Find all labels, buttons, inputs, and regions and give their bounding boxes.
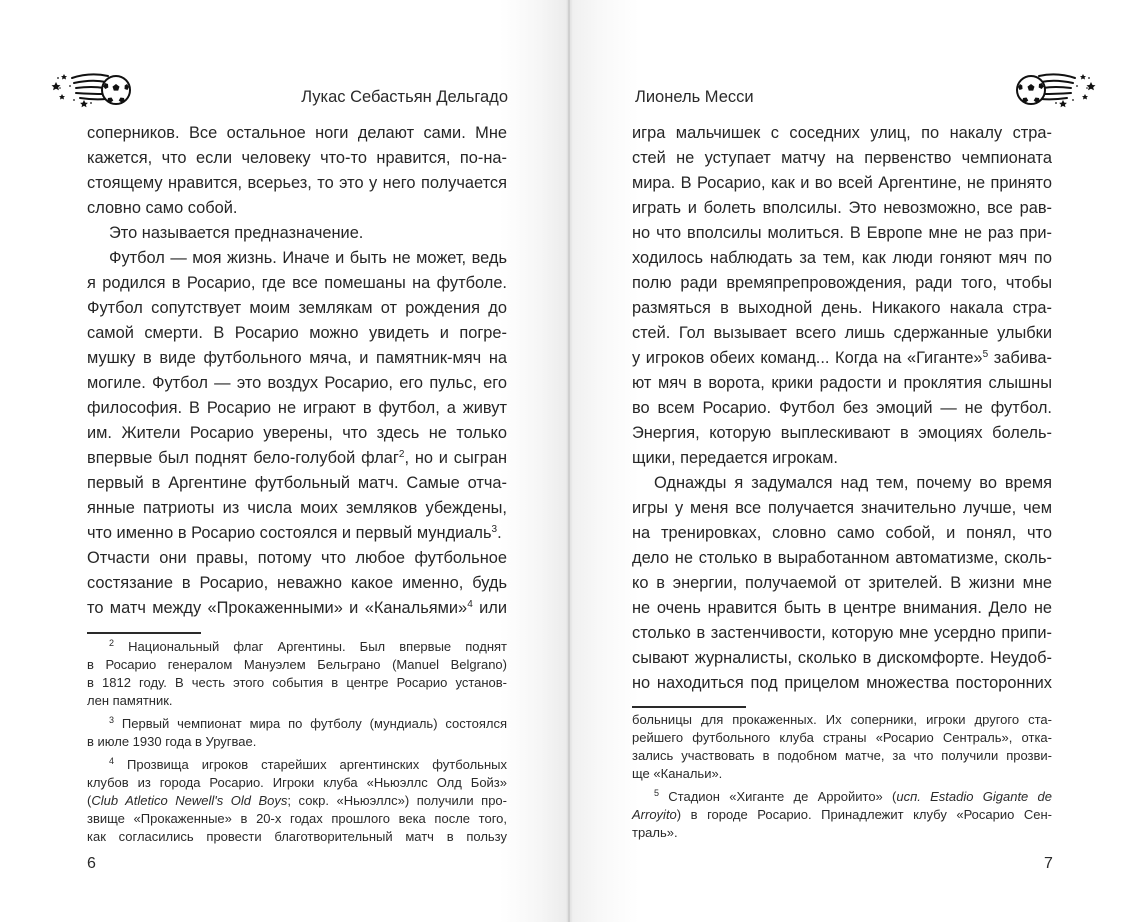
footnote-rule [632, 706, 746, 708]
footnote-rule [87, 632, 201, 634]
text-line: но находиться под прицелом множества посторонних [632, 674, 1052, 692]
text-line: мушку в виде футбольного мяча, и памятник-мяч на [87, 349, 507, 367]
text-line: янные патриоты из числа моих земляков убеждены, [87, 499, 507, 517]
text-line: кажется, что если человеку что-то нравится, по-на- [87, 149, 507, 167]
text-line: размяться в выходной день. Никакого накала стра- [632, 299, 1052, 317]
text-line: состязание в Росарио, неважно какое именно, будь [87, 574, 507, 592]
text-line [632, 346, 1052, 371]
italic-stadium-name: Arroyito [632, 807, 677, 822]
text-span: ; сокр. «Ньюэллс») получили про- [287, 793, 507, 808]
footnote-mark: 4 [109, 756, 115, 766]
text-line: столько в застенчивости, которую мне усердно припи- [632, 624, 1052, 642]
footnote-line [632, 788, 1052, 806]
footnote-line: ще «Канальи». [632, 766, 723, 781]
text-line: на тренировках, словно само собой, и понял, что [632, 524, 1052, 542]
footnote-ref-3[interactable]: 3 [491, 524, 498, 535]
footnote-ref-2[interactable]: 2 [398, 449, 405, 460]
text-span: то матч между «Прокаженными» и «Канальями» [87, 599, 468, 617]
text-line: щики, передается игрокам. [632, 449, 838, 467]
footnote-line: траль». [632, 825, 678, 840]
page-number: 6 [87, 855, 96, 872]
text-span: Национальный флаг Аргентины. Был впервые поднят [128, 639, 507, 654]
text-line: полю ради времяпрепровождения, ради того, чтобы [632, 274, 1052, 292]
text-line: Это называется предназначение. [109, 224, 364, 242]
text-span: . [497, 524, 502, 542]
text-line: самой смерти. В Росарио можно увидеть и погре- [87, 324, 507, 342]
italic-club-name: Club Atletico Newell's Old Boys [91, 793, 288, 808]
text-span: Стадион «Хиганте де Арройито» ( [668, 789, 897, 804]
text-line: стей не уступает матчу на первенство чемпионата [632, 149, 1052, 167]
footnote-line [87, 756, 507, 774]
text-line: Футбол — моя жизнь. Иначе и быть не может, ведь [109, 249, 507, 267]
text-line: во всем Росарио. Футбол без эмоций — не футбол. [632, 399, 1052, 417]
text-line: словно само собой. [87, 199, 238, 217]
footnote-mark: 2 [109, 638, 115, 648]
left-body-text [87, 121, 507, 621]
footnote-line [632, 806, 1052, 824]
text-line: могиле. Футбол — это воздух Росарио, его пульс, его [87, 374, 507, 392]
footnote-line: как согласились провести благотворительный матч в пользу [87, 829, 507, 844]
footnote-line [87, 792, 507, 810]
text-span: ) в городе Росарио. Принадлежит клубу «Росарио Сен- [676, 807, 1052, 822]
footnote-ref-5[interactable]: 5 [982, 349, 989, 360]
text-line: играть и болеть вполсилы. Это невозможно, все рав- [632, 199, 1052, 217]
text-span: что именно в Росарио состоялся и первый мундиаль [87, 524, 492, 542]
text-span: Первый чемпионат мира по футболу (мундиаль) состоялся [121, 716, 507, 731]
left-page [0, 0, 569, 922]
footnote-3 [87, 715, 507, 751]
left-footnotes [87, 638, 507, 851]
text-line: я родился в Росарио, где все помешаны на футболе. [87, 274, 507, 292]
footnote-line: зались участвовать в подобном матче, за что получили прозви- [632, 748, 1052, 763]
text-line: Отчасти они правы, потому что любое футбольное [87, 549, 507, 567]
text-span: или [472, 599, 507, 617]
right-footnotes [632, 711, 1052, 847]
text-line: мира. В Росарио, как и во всей Аргентине, не принято [632, 174, 1052, 192]
text-line: соперников. Все остальное ноги делают сами. Мне [87, 124, 507, 142]
text-line: стоящему нравится, всерьез, то это у него получается [87, 174, 507, 192]
text-line: но что вполсилы молиться. В Европе мне не раз при- [632, 224, 1052, 242]
text-line: ко в энергии, получаемой от зрителей. В жизни мне [632, 574, 1052, 592]
text-line: Энергия, которую выплескивают в эмоциях болель- [632, 424, 1052, 442]
text-line: сывают журналисты, сколько в дискомфорте. Неудоб- [632, 649, 1052, 667]
footnote-line: лен памятник. [87, 693, 173, 708]
page-number: 7 [1044, 855, 1053, 872]
text-line: ходилось наблюдать за тем, как люди гоняют мяч по [632, 249, 1052, 267]
footnote-2 [87, 638, 507, 710]
running-head-author: Лукас Себастьян Дельгадо [301, 88, 508, 106]
text-span: Прозвища игроков старейших аргентинских футбольных [127, 757, 507, 772]
italic-stadium-name: исп. Estadio Gigante de [896, 789, 1052, 804]
text-line [87, 446, 507, 471]
book-spine [568, 0, 570, 922]
text-line: игра мальчишек с соседних улиц, по накалу стра- [632, 124, 1052, 142]
text-span: впервые был поднят бело-голубой флаг [87, 449, 399, 467]
footnote-4-continued [632, 711, 1052, 783]
text-line: первый в Аргентине футбольный матч. Самые отча- [87, 474, 507, 492]
text-span: , но и сыгран [404, 449, 507, 467]
right-body-text [632, 121, 1052, 696]
text-line: им. Жители Росарио уверены, что здесь не только [87, 424, 507, 442]
text-line: не очень нравится быть в центре внимания. Дело не [632, 599, 1052, 617]
footnote-line: в Росарио генералом Мануэлем Бельграно (Manuel Belgrano) [87, 657, 507, 672]
footnote-mark: 3 [109, 715, 115, 725]
footnote-line: рейшего футбольного клуба страны «Росарио Сентраль», отка- [632, 730, 1052, 745]
text-line: дело не столько в выработанном автоматизме, сколь- [632, 549, 1052, 567]
footnote-line: в июле 1930 года в Уругвае. [87, 734, 257, 749]
running-head-title: Лионель Месси [635, 88, 754, 106]
footnote-mark: 5 [654, 788, 660, 798]
soccer-ball-stars-icon [1015, 70, 1097, 110]
soccer-ball-stars-icon [50, 70, 132, 110]
text-line: Однажды я задумался над тем, почему во время [654, 474, 1052, 492]
text-span: забива- [988, 349, 1052, 367]
footnote-4 [87, 756, 507, 846]
footnote-line [87, 715, 507, 733]
text-line: стей. Гол вызывает всего лишь сдержанные улыбки [632, 324, 1052, 342]
footnote-line: в 1812 году. В честь этого события в центре Росарио установ- [87, 675, 507, 690]
text-line: игры у меня все получается значительно лучше, чем [632, 499, 1052, 517]
text-span: ( [87, 793, 92, 808]
text-span: у игроков обеих команд... Когда на «Гиганте» [632, 349, 983, 367]
footnote-5 [632, 788, 1052, 842]
right-page [569, 0, 1143, 922]
text-line: Футбол сопутствует моим землякам от рождения до [87, 299, 507, 317]
footnote-line: клубов из города Росарио. Игроки клуба «Ньюэллс Олд Бойз» [87, 775, 507, 790]
footnote-line: звище «Прокаженные» в 20-х годах прошлого века после того, [87, 811, 507, 826]
text-line: ют мяч в ворота, крики радости и проклятия слышны [632, 374, 1052, 392]
footnote-line [87, 638, 507, 656]
footnote-ref-4[interactable]: 4 [467, 599, 473, 610]
footnote-line: больницы для прокаженных. Их соперники, игроки другого ста- [632, 712, 1052, 727]
text-line [87, 521, 507, 546]
text-line [87, 596, 507, 621]
text-line: философия. В Росарио не играют в футбол, а живут [87, 399, 507, 417]
